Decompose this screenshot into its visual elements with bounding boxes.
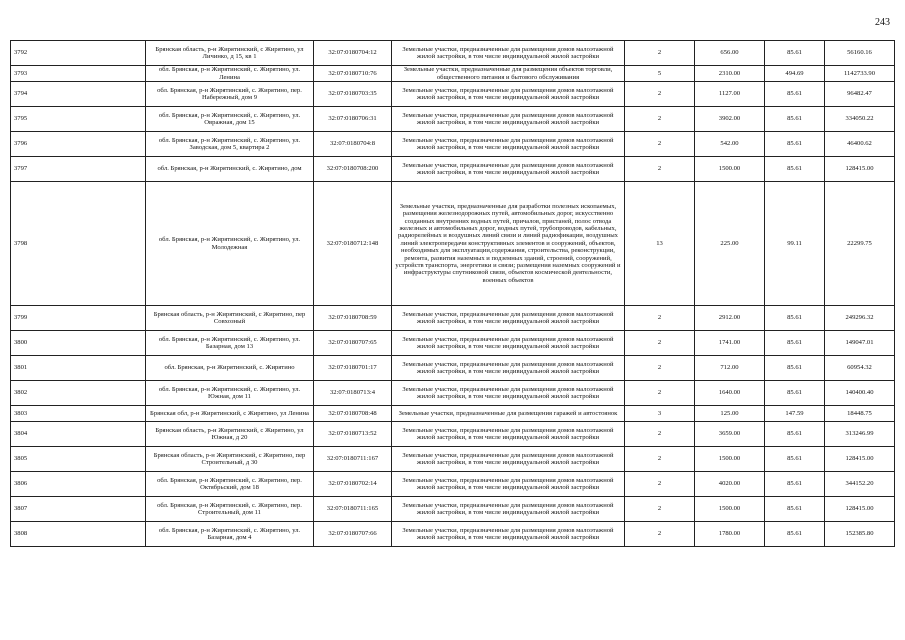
rate-cell: 85.61: [765, 381, 825, 406]
rate-cell: 85.61: [765, 41, 825, 66]
use-category-cell: 2: [625, 472, 695, 497]
table-row: [11, 472, 895, 497]
rate-cell: 85.61: [765, 82, 825, 107]
cadastral-value-cell: 60954.32: [825, 356, 895, 381]
table-row: [11, 82, 895, 107]
land-use-cell: Земельные участки, предназначенные для размещения домов малоэтажной жилой застройки, в том числе индивидуальной жилой застройки: [392, 107, 625, 132]
land-use-cell: Земельные участки, предназначенные для разработки полезных ископаемых, размещения железнодорожных путей, автомобильных дорог, искусственно созданных внутренних водных путей, причалов, пристаней, полос отвода железных и автомобильных дорог, водных путей, трубопроводов, кабельных, радиорелейных и воздушных линий связи и линий радиофикации, воздушных линий электропередачи конструктивных элементов и сооружений, объектов, необходимых для эксплуатации,содержания, строительства, реконструкции, ремонта, развития наземных и подземных зданий, строений, сооружений, устройств транспорта, энергетики и связи; размещения наземных сооружений и инфраструктуры спутниковой связи, объектов космической деятельности, военных объектов: [392, 182, 625, 306]
use-category-cell: 2: [625, 132, 695, 157]
cadastral-number-cell: 32:07:0180708:59: [314, 306, 392, 331]
address-cell: Брянская область, р-н Жирятинский, с Жирятино, ул Личинко, д 15, кв 1: [146, 41, 314, 66]
cadastral-value-cell: 96482.47: [825, 82, 895, 107]
area-cell: 1500.00: [695, 497, 765, 522]
row-number: 3800: [11, 331, 146, 356]
address-cell: обл. Брянская, р-н Жирятинский, с. Жирятино, ул. Базарная, дом 4: [146, 522, 314, 547]
use-category-cell: 2: [625, 422, 695, 447]
page-number: 243: [875, 17, 890, 28]
rate-cell: 85.61: [765, 157, 825, 182]
area-cell: 3902.00: [695, 107, 765, 132]
cadastral-value-cell: 334050.22: [825, 107, 895, 132]
cadastral-value-cell: 149047.01: [825, 331, 895, 356]
cadastral-value-cell: 344152.20: [825, 472, 895, 497]
cadastral-number-cell: 32:07:0180711:165: [314, 497, 392, 522]
rate-cell: 85.61: [765, 497, 825, 522]
use-category-cell: 2: [625, 157, 695, 182]
address-cell: обл. Брянская, р-н Жирятинский, с. Жирятино, ул. Южная, дом 11: [146, 381, 314, 406]
row-number: 3804: [11, 422, 146, 447]
use-category-cell: 2: [625, 306, 695, 331]
rate-cell: 85.61: [765, 422, 825, 447]
rate-cell: 85.61: [765, 306, 825, 331]
rate-cell: 85.61: [765, 356, 825, 381]
address-cell: Брянская область, р-н Жирятинский, с Жирятино, ул Южная, д 20: [146, 422, 314, 447]
use-category-cell: 2: [625, 331, 695, 356]
address-cell: обл. Брянская, р-н Жирятинский, с. Жирятино, ул. Овражная, дом 15: [146, 107, 314, 132]
area-cell: 225.00: [695, 182, 765, 306]
use-category-cell: 13: [625, 182, 695, 306]
area-cell: 542.00: [695, 132, 765, 157]
use-category-cell: 2: [625, 447, 695, 472]
row-number: 3806: [11, 472, 146, 497]
row-number: 3808: [11, 522, 146, 547]
address-cell: Брянская область, р-н Жирятинский, с Жирятино, пер Совхозный: [146, 306, 314, 331]
area-cell: 1500.00: [695, 447, 765, 472]
cadastral-value-cell: 56160.16: [825, 41, 895, 66]
land-use-cell: Земельные участки, предназначенные для размещения домов малоэтажной жилой застройки, в том числе индивидуальной жилой застройки: [392, 157, 625, 182]
land-use-cell: Земельные участки, предназначенные для размещения домов малоэтажной жилой застройки, в том числе индивидуальной жилой застройки: [392, 447, 625, 472]
area-cell: 1640.00: [695, 381, 765, 406]
use-category-cell: 2: [625, 82, 695, 107]
area-cell: 1127.00: [695, 82, 765, 107]
cadastral-value-cell: 128415.00: [825, 447, 895, 472]
cadastral-value-cell: 313246.99: [825, 422, 895, 447]
area-cell: 1780.00: [695, 522, 765, 547]
land-use-cell: Земельные участки, предназначенные для размещения домов малоэтажной жилой застройки, в том числе индивидуальной жилой застройки: [392, 422, 625, 447]
rate-cell: 85.61: [765, 522, 825, 547]
table-row: [11, 66, 895, 82]
land-use-cell: Земельные участки, предназначенные для размещения домов малоэтажной жилой застройки, в том числе индивидуальной жилой застройки: [392, 306, 625, 331]
area-cell: 1741.00: [695, 331, 765, 356]
address-cell: обл. Брянская, р-н Жирятинский, с. Жирятино, ул. Заводская, дом 5, квартира 2: [146, 132, 314, 157]
address-cell: обл. Брянская, р-н Жирятинский, с. Жирятино, дом: [146, 157, 314, 182]
use-category-cell: 2: [625, 107, 695, 132]
cadastral-value-cell: 46400.62: [825, 132, 895, 157]
use-category-cell: 5: [625, 66, 695, 82]
rate-cell: 147.59: [765, 406, 825, 422]
table-row: [11, 41, 895, 66]
row-number: 3807: [11, 497, 146, 522]
table-row: [11, 132, 895, 157]
land-use-cell: Земельные участки, предназначенные для размещения домов малоэтажной жилой застройки, в том числе индивидуальной жилой застройки: [392, 497, 625, 522]
rate-cell: 85.61: [765, 132, 825, 157]
table-row: [11, 522, 895, 547]
land-use-cell: Земельные участки, предназначенные для размещения домов малоэтажной жилой застройки, в том числе индивидуальной жилой застройки: [392, 82, 625, 107]
land-use-cell: Земельные участки, предназначенные для размещения домов малоэтажной жилой застройки, в том числе индивидуальной жилой застройки: [392, 472, 625, 497]
area-cell: 1500.00: [695, 157, 765, 182]
table-row: [11, 306, 895, 331]
area-cell: 3659.00: [695, 422, 765, 447]
row-number: 3797: [11, 157, 146, 182]
cadastral-number-cell: 32:07:0180711:167: [314, 447, 392, 472]
row-number: 3793: [11, 66, 146, 82]
cadastral-value-cell: 1142733.90: [825, 66, 895, 82]
cadastral-value-cell: 128415.00: [825, 157, 895, 182]
use-category-cell: 2: [625, 381, 695, 406]
cadastral-number-cell: 32:07:0180708:200: [314, 157, 392, 182]
rate-cell: 85.61: [765, 107, 825, 132]
cadastral-value-cell: 140400.40: [825, 381, 895, 406]
cadastral-number-cell: 32:07:0180704:12: [314, 41, 392, 66]
area-cell: 125.00: [695, 406, 765, 422]
cadastral-number-cell: 32:07:0180704:8: [314, 132, 392, 157]
cadastral-value-cell: 18448.75: [825, 406, 895, 422]
table-row: [11, 182, 895, 306]
cadastral-number-cell: 32:07:0180713:52: [314, 422, 392, 447]
row-number: 3796: [11, 132, 146, 157]
cadastral-number-cell: 32:07:0180701:17: [314, 356, 392, 381]
cadastral-value-cell: 128415.00: [825, 497, 895, 522]
table-body: [11, 41, 895, 547]
land-use-cell: Земельные участки, предназначенные для размещения домов малоэтажной жилой застройки, в том числе индивидуальной жилой застройки: [392, 522, 625, 547]
table-row: [11, 381, 895, 406]
land-use-cell: Земельные участки, предназначенные для размещения домов малоэтажной жилой застройки, в том числе индивидуальной жилой застройки: [392, 41, 625, 66]
cadastral-value-cell: 22299.75: [825, 182, 895, 306]
rate-cell: 99.11: [765, 182, 825, 306]
table-row: [11, 107, 895, 132]
land-use-cell: Земельные участки, предназначенные для размещения домов малоэтажной жилой застройки, в том числе индивидуальной жилой застройки: [392, 132, 625, 157]
cadastral-number-cell: 32:07:0180710:76: [314, 66, 392, 82]
row-number: 3799: [11, 306, 146, 331]
cadastral-number-cell: 32:07:0180708:48: [314, 406, 392, 422]
rate-cell: 85.61: [765, 447, 825, 472]
area-cell: 4020.00: [695, 472, 765, 497]
area-cell: 2310.00: [695, 66, 765, 82]
area-cell: 2912.00: [695, 306, 765, 331]
area-cell: 712.00: [695, 356, 765, 381]
row-number: 3792: [11, 41, 146, 66]
address-cell: обл. Брянская, р-н Жирятинский, с. Жирятино: [146, 356, 314, 381]
table-row: [11, 157, 895, 182]
row-number: 3805: [11, 447, 146, 472]
land-use-cell: Земельные участки, предназначенные для размещения домов малоэтажной жилой застройки, в том числе индивидуальной жилой застройки: [392, 331, 625, 356]
cadastral-number-cell: 32:07:0180702:14: [314, 472, 392, 497]
row-number: 3801: [11, 356, 146, 381]
use-category-cell: 2: [625, 522, 695, 547]
address-cell: обл. Брянская, р-н Жирятинский, с. Жирятино, пер. Набережный, дом 9: [146, 82, 314, 107]
address-cell: обл. Брянская, р-н Жирятинский, с. Жирятино, пер. Строительный, дом 11: [146, 497, 314, 522]
land-use-cell: Земельные участки, предназначенные для размещения домов малоэтажной жилой застройки, в том числе индивидуальной жилой застройки: [392, 381, 625, 406]
row-number: 3803: [11, 406, 146, 422]
address-cell: Брянская область, р-н Жирятинский, с Жирятино, пер Строительный, д 30: [146, 447, 314, 472]
address-cell: Брянская обл, р-н Жирятинский, с Жирятино, ул Ленина: [146, 406, 314, 422]
cadastral-value-cell: 249296.32: [825, 306, 895, 331]
cadastral-value-cell: 152385.80: [825, 522, 895, 547]
cadastral-number-cell: 32:07:0180707:65: [314, 331, 392, 356]
use-category-cell: 2: [625, 497, 695, 522]
rate-cell: 85.61: [765, 331, 825, 356]
land-use-cell: Земельные участки, предназначенные для размещения домов малоэтажной жилой застройки, в том числе индивидуальной жилой застройки: [392, 356, 625, 381]
cadastral-number-cell: 32:07:0180707:66: [314, 522, 392, 547]
row-number: 3794: [11, 82, 146, 107]
use-category-cell: 3: [625, 406, 695, 422]
address-cell: обл. Брянская, р-н Жирятинский, с. Жирятино, ул. Базарная, дом 13: [146, 331, 314, 356]
row-number: 3802: [11, 381, 146, 406]
cadastral-number-cell: 32:07:0180712:148: [314, 182, 392, 306]
land-registry-table: [10, 40, 895, 547]
table-row: [11, 356, 895, 381]
address-cell: обл. Брянская, р-н Жирятинский, с. Жирятино, ул. Ленина: [146, 66, 314, 82]
address-cell: обл. Брянская, р-н Жирятинский, с. Жирятино, ул. Молодежная: [146, 182, 314, 306]
rate-cell: 85.61: [765, 472, 825, 497]
cadastral-number-cell: 32:07:0180703:35: [314, 82, 392, 107]
table-row: [11, 422, 895, 447]
address-cell: обл. Брянская, р-н Жирятинский, с. Жирятино, пер. Октябрьский, дом 18: [146, 472, 314, 497]
table-row: [11, 497, 895, 522]
rate-cell: 494.69: [765, 66, 825, 82]
table-row: [11, 447, 895, 472]
row-number: 3795: [11, 107, 146, 132]
cadastral-number-cell: 32:07:0180706:31: [314, 107, 392, 132]
use-category-cell: 2: [625, 356, 695, 381]
table-row: [11, 406, 895, 422]
use-category-cell: 2: [625, 41, 695, 66]
table-row: [11, 331, 895, 356]
row-number: 3798: [11, 182, 146, 306]
area-cell: 656.00: [695, 41, 765, 66]
land-use-cell: Земельные участки, предназначенные для размещения гаражей и автостоянок: [392, 406, 625, 422]
cadastral-number-cell: 32:07:0180713:4: [314, 381, 392, 406]
land-use-cell: Земельные участки, предназначенные для размещения объектов торговли, общественного питания и бытового обслуживания: [392, 66, 625, 82]
